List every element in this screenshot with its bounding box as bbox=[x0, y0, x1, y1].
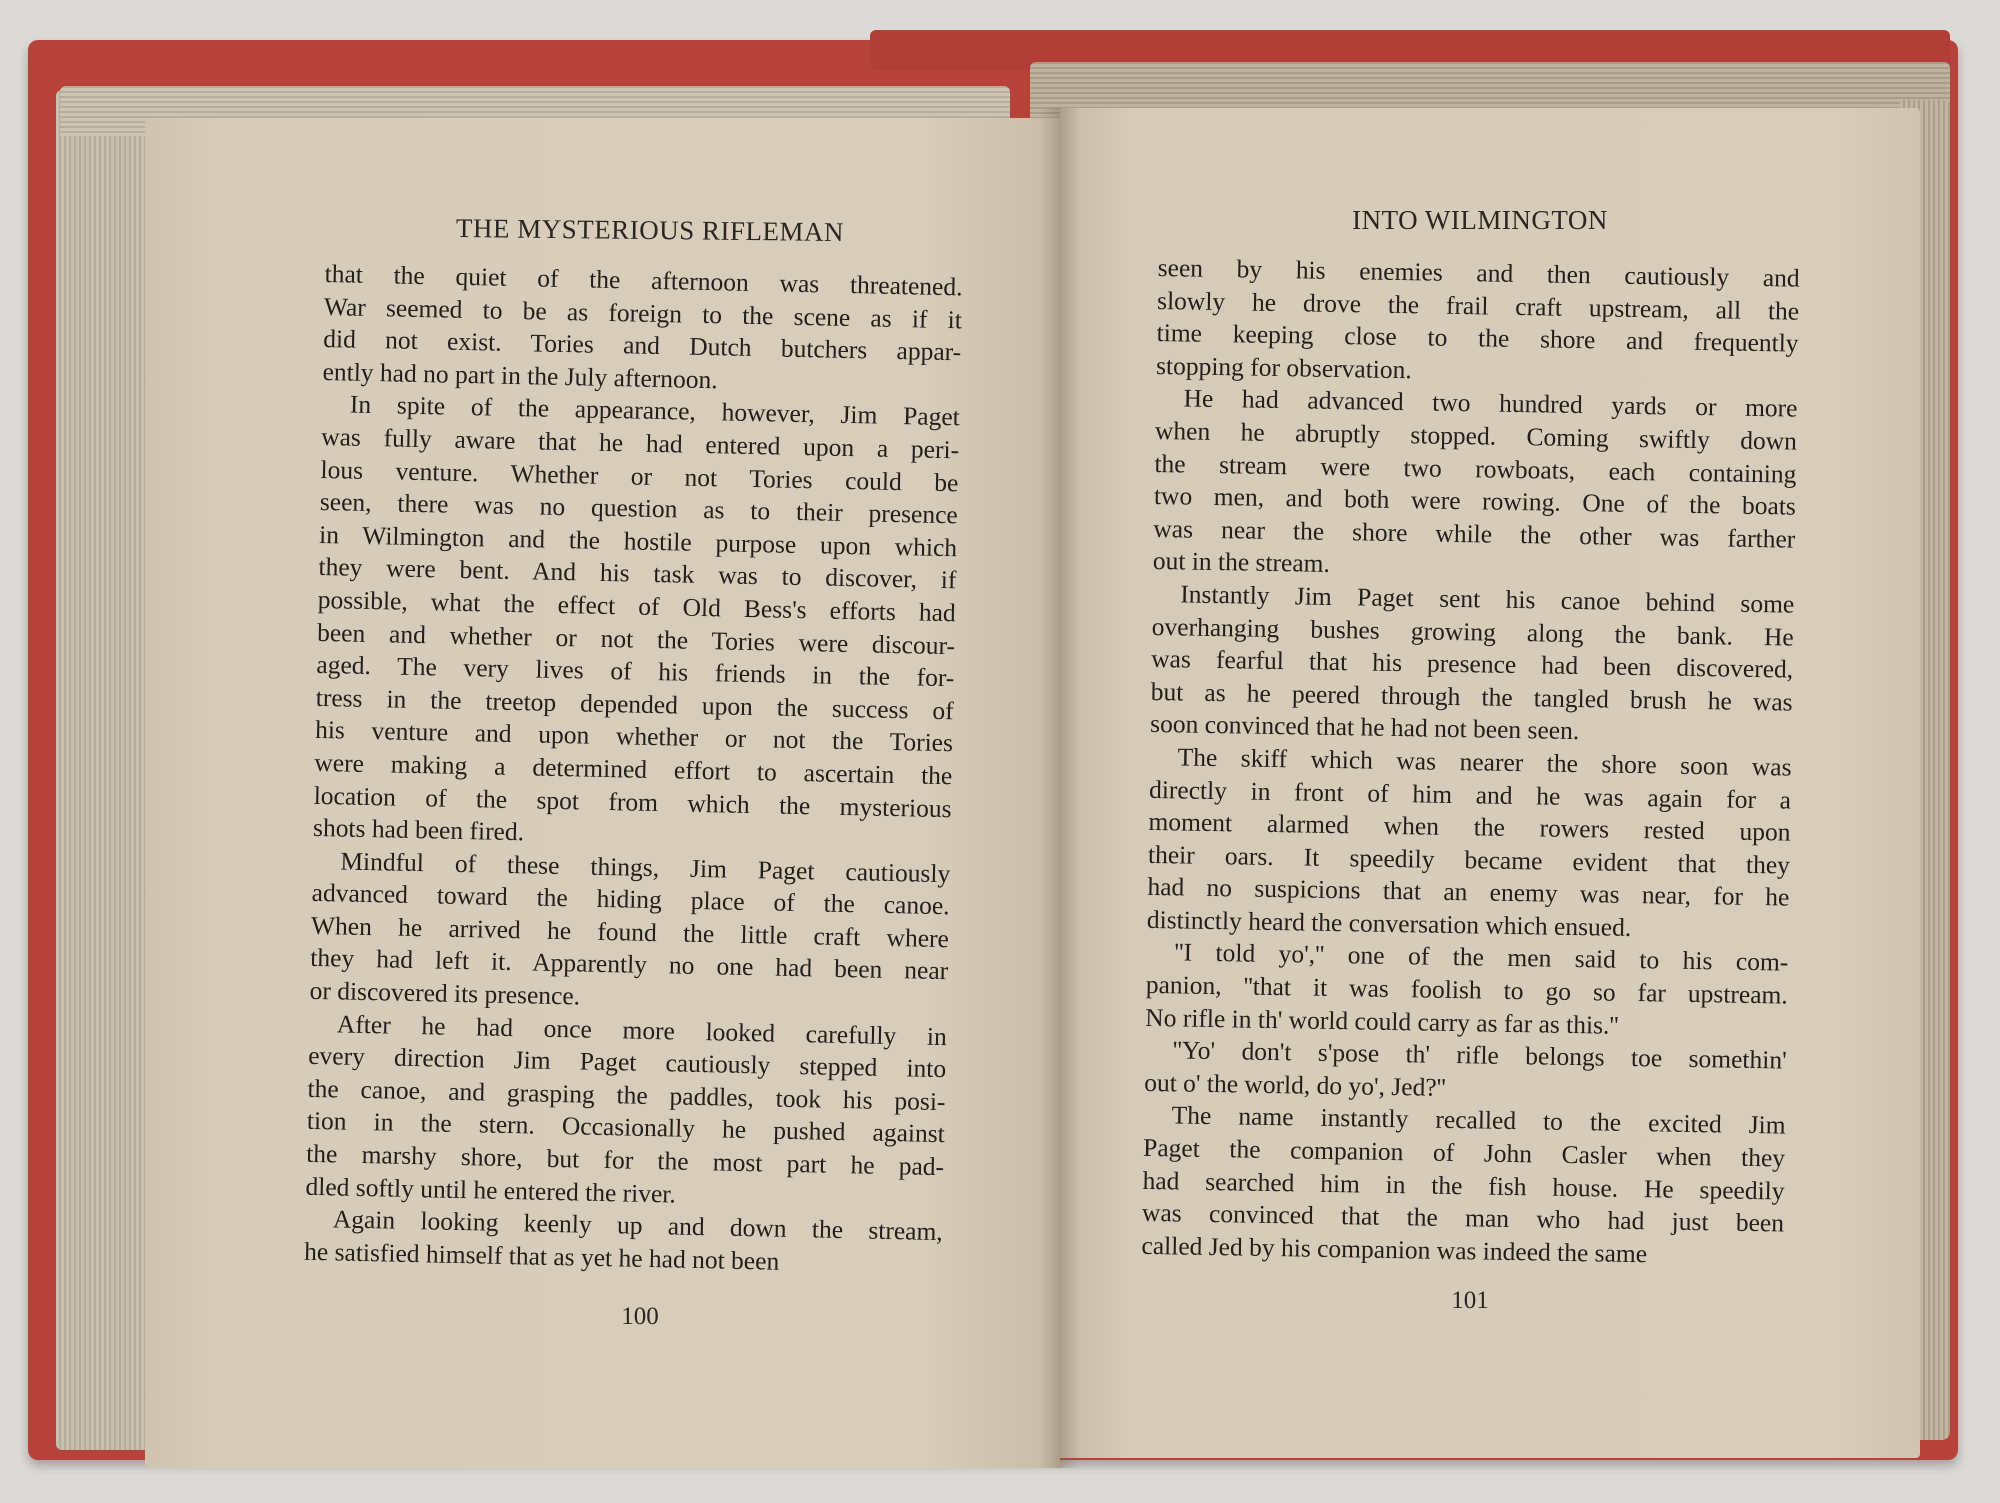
left-page-number: 100 bbox=[621, 1303, 659, 1330]
text-line: aged. The very lives of his friends in the for- bbox=[316, 650, 955, 693]
text-line: tress in the treetop depended upon the success of bbox=[315, 682, 954, 725]
text-line: but as he peered through the tangled brush he was bbox=[1150, 676, 1793, 717]
text-line: After he had once more looked carefully in bbox=[336, 1009, 948, 1051]
text-line: moment alarmed when the rowers rested upon bbox=[1148, 807, 1791, 847]
text-line: they had left it. Apparently no one had been near bbox=[310, 943, 949, 986]
text-line: their oars. It speedily became evident that they bbox=[1147, 839, 1791, 880]
text-line: or discovered its presence. bbox=[309, 975, 581, 1011]
text-line: when he abruptly stopped. Coming swiftly down bbox=[1154, 415, 1798, 456]
text-line: overhanging bushes growing along the bank. He bbox=[1151, 611, 1794, 652]
text-line: the stream were two rowboats, each containing bbox=[1154, 448, 1797, 489]
text-line: War seemed to be as foreign to the scene as if it bbox=[323, 291, 963, 334]
text-line: seen, there was no question as to their presence bbox=[319, 487, 959, 530]
right-page-number: 101 bbox=[1451, 1287, 1489, 1314]
text-line: panion, ''that it was foolish to go so far upstream. bbox=[1145, 969, 1789, 1010]
text-line: had no suspicions that an enemy was near, for he bbox=[1147, 872, 1790, 912]
text-line: that the quiet of the afternoon was threatened. bbox=[324, 258, 963, 302]
text-line: When he arrived he found the little craft where bbox=[310, 910, 950, 954]
text-line: he satisfied himself that as yet he had not been bbox=[303, 1236, 780, 1276]
text-line: been and whether or not the Tories were discour- bbox=[316, 617, 956, 660]
text-line: shots had been fired. bbox=[312, 812, 525, 847]
text-line: dled softly until he entered the river. bbox=[305, 1171, 677, 1209]
text-line: in Wilmington and the hostile purpose upon which bbox=[318, 519, 958, 563]
text-line: The skiff which was nearer the shore soon was bbox=[1177, 742, 1792, 782]
text-line: every direction Jim Paget cautiously stepped into bbox=[307, 1041, 947, 1084]
text-line: ''Yo' don't s'pose th' rifle belongs toe somethin' bbox=[1172, 1035, 1787, 1075]
text-line: were making a determined effort to ascertain the bbox=[314, 747, 953, 791]
text-line: was convinced that the man who had just been bbox=[1141, 1198, 1785, 1238]
text-line: He had advanced two hundred yards or more bbox=[1183, 383, 1798, 423]
text-line: they were bent. And his task was to discover, if bbox=[318, 552, 957, 595]
right-page-text bbox=[1141, 252, 1800, 1273]
text-line: Paget the companion of John Casler when they bbox=[1142, 1132, 1786, 1173]
left-page-text bbox=[304, 258, 963, 1282]
text-line: stopping for observation. bbox=[1155, 350, 1413, 385]
text-line: time keeping close to the shore and frequently bbox=[1156, 318, 1799, 358]
text-line: possible, what the effect of Old Bess's efforts had bbox=[317, 584, 957, 628]
text-line: seen by his enemies and then cautiously and bbox=[1157, 252, 1800, 293]
text-line: the marshy shore, but for the most part he pad- bbox=[305, 1138, 945, 1182]
text-line: Again looking keenly up and down the stream, bbox=[332, 1204, 944, 1247]
text-line: was fully aware that he had entered upon a peri- bbox=[320, 421, 960, 465]
text-line: was fearful that his presence had been discovered, bbox=[1151, 644, 1794, 684]
text-line: out o' the world, do yo', Jed?'' bbox=[1143, 1067, 1447, 1102]
text-line: did not exist. Tories and Dutch butchers appar- bbox=[323, 324, 962, 367]
text-line: Mindful of these things, Jim Paget cautiously bbox=[340, 846, 951, 888]
text-line: The name instantly recalled to the excited Jim bbox=[1171, 1100, 1786, 1140]
text-line: was near the shore while the other was farther bbox=[1153, 513, 1796, 554]
text-line: soon convinced that he had not been seen. bbox=[1149, 709, 1580, 746]
text-line: slowly he drove the frail craft upstream, all the bbox=[1156, 285, 1800, 326]
text-line: the canoe, and grasping the paddles, took his posi- bbox=[307, 1073, 946, 1117]
text-line: No rifle in th' world could carry as far as this.'' bbox=[1145, 1002, 1619, 1040]
text-line: ''I told yo','' one of the men said to his com- bbox=[1174, 937, 1789, 978]
text-line: lous venture. Whether or not Tories could be bbox=[320, 454, 959, 497]
text-line: called Jed by his companion was indeed the same bbox=[1141, 1230, 1648, 1269]
text-line: out in the stream. bbox=[1152, 546, 1331, 579]
text-line: location of the spot from which the mysterious bbox=[313, 780, 952, 823]
text-line: distinctly heard the conversation which ensued. bbox=[1146, 904, 1632, 942]
text-line: directly in front of him and he was again for a bbox=[1148, 774, 1792, 815]
text-line: In spite of the appearance, however, Jim Paget bbox=[349, 389, 961, 432]
text-line: had searched him in the fish house. He speedily bbox=[1142, 1165, 1785, 1206]
book-gutter bbox=[1040, 108, 1080, 1468]
text-line: Instantly Jim Paget sent his canoe behind some bbox=[1180, 579, 1795, 619]
text-line: his venture and upon whether or not the Tories bbox=[314, 715, 954, 758]
text-line: tion in the stern. Occasionally he pushed against bbox=[306, 1106, 946, 1149]
text-line: advanced toward the hiding place of the canoe. bbox=[311, 878, 950, 921]
text-line: two men, and both were rowing. One of the boats bbox=[1153, 481, 1797, 521]
right-running-head: INTO WILMINGTON bbox=[1352, 205, 1608, 235]
text-line: ently had no part in the July afternoon. bbox=[322, 356, 719, 395]
left-running-head: THE MYSTERIOUS RIFLEMAN bbox=[455, 212, 845, 248]
